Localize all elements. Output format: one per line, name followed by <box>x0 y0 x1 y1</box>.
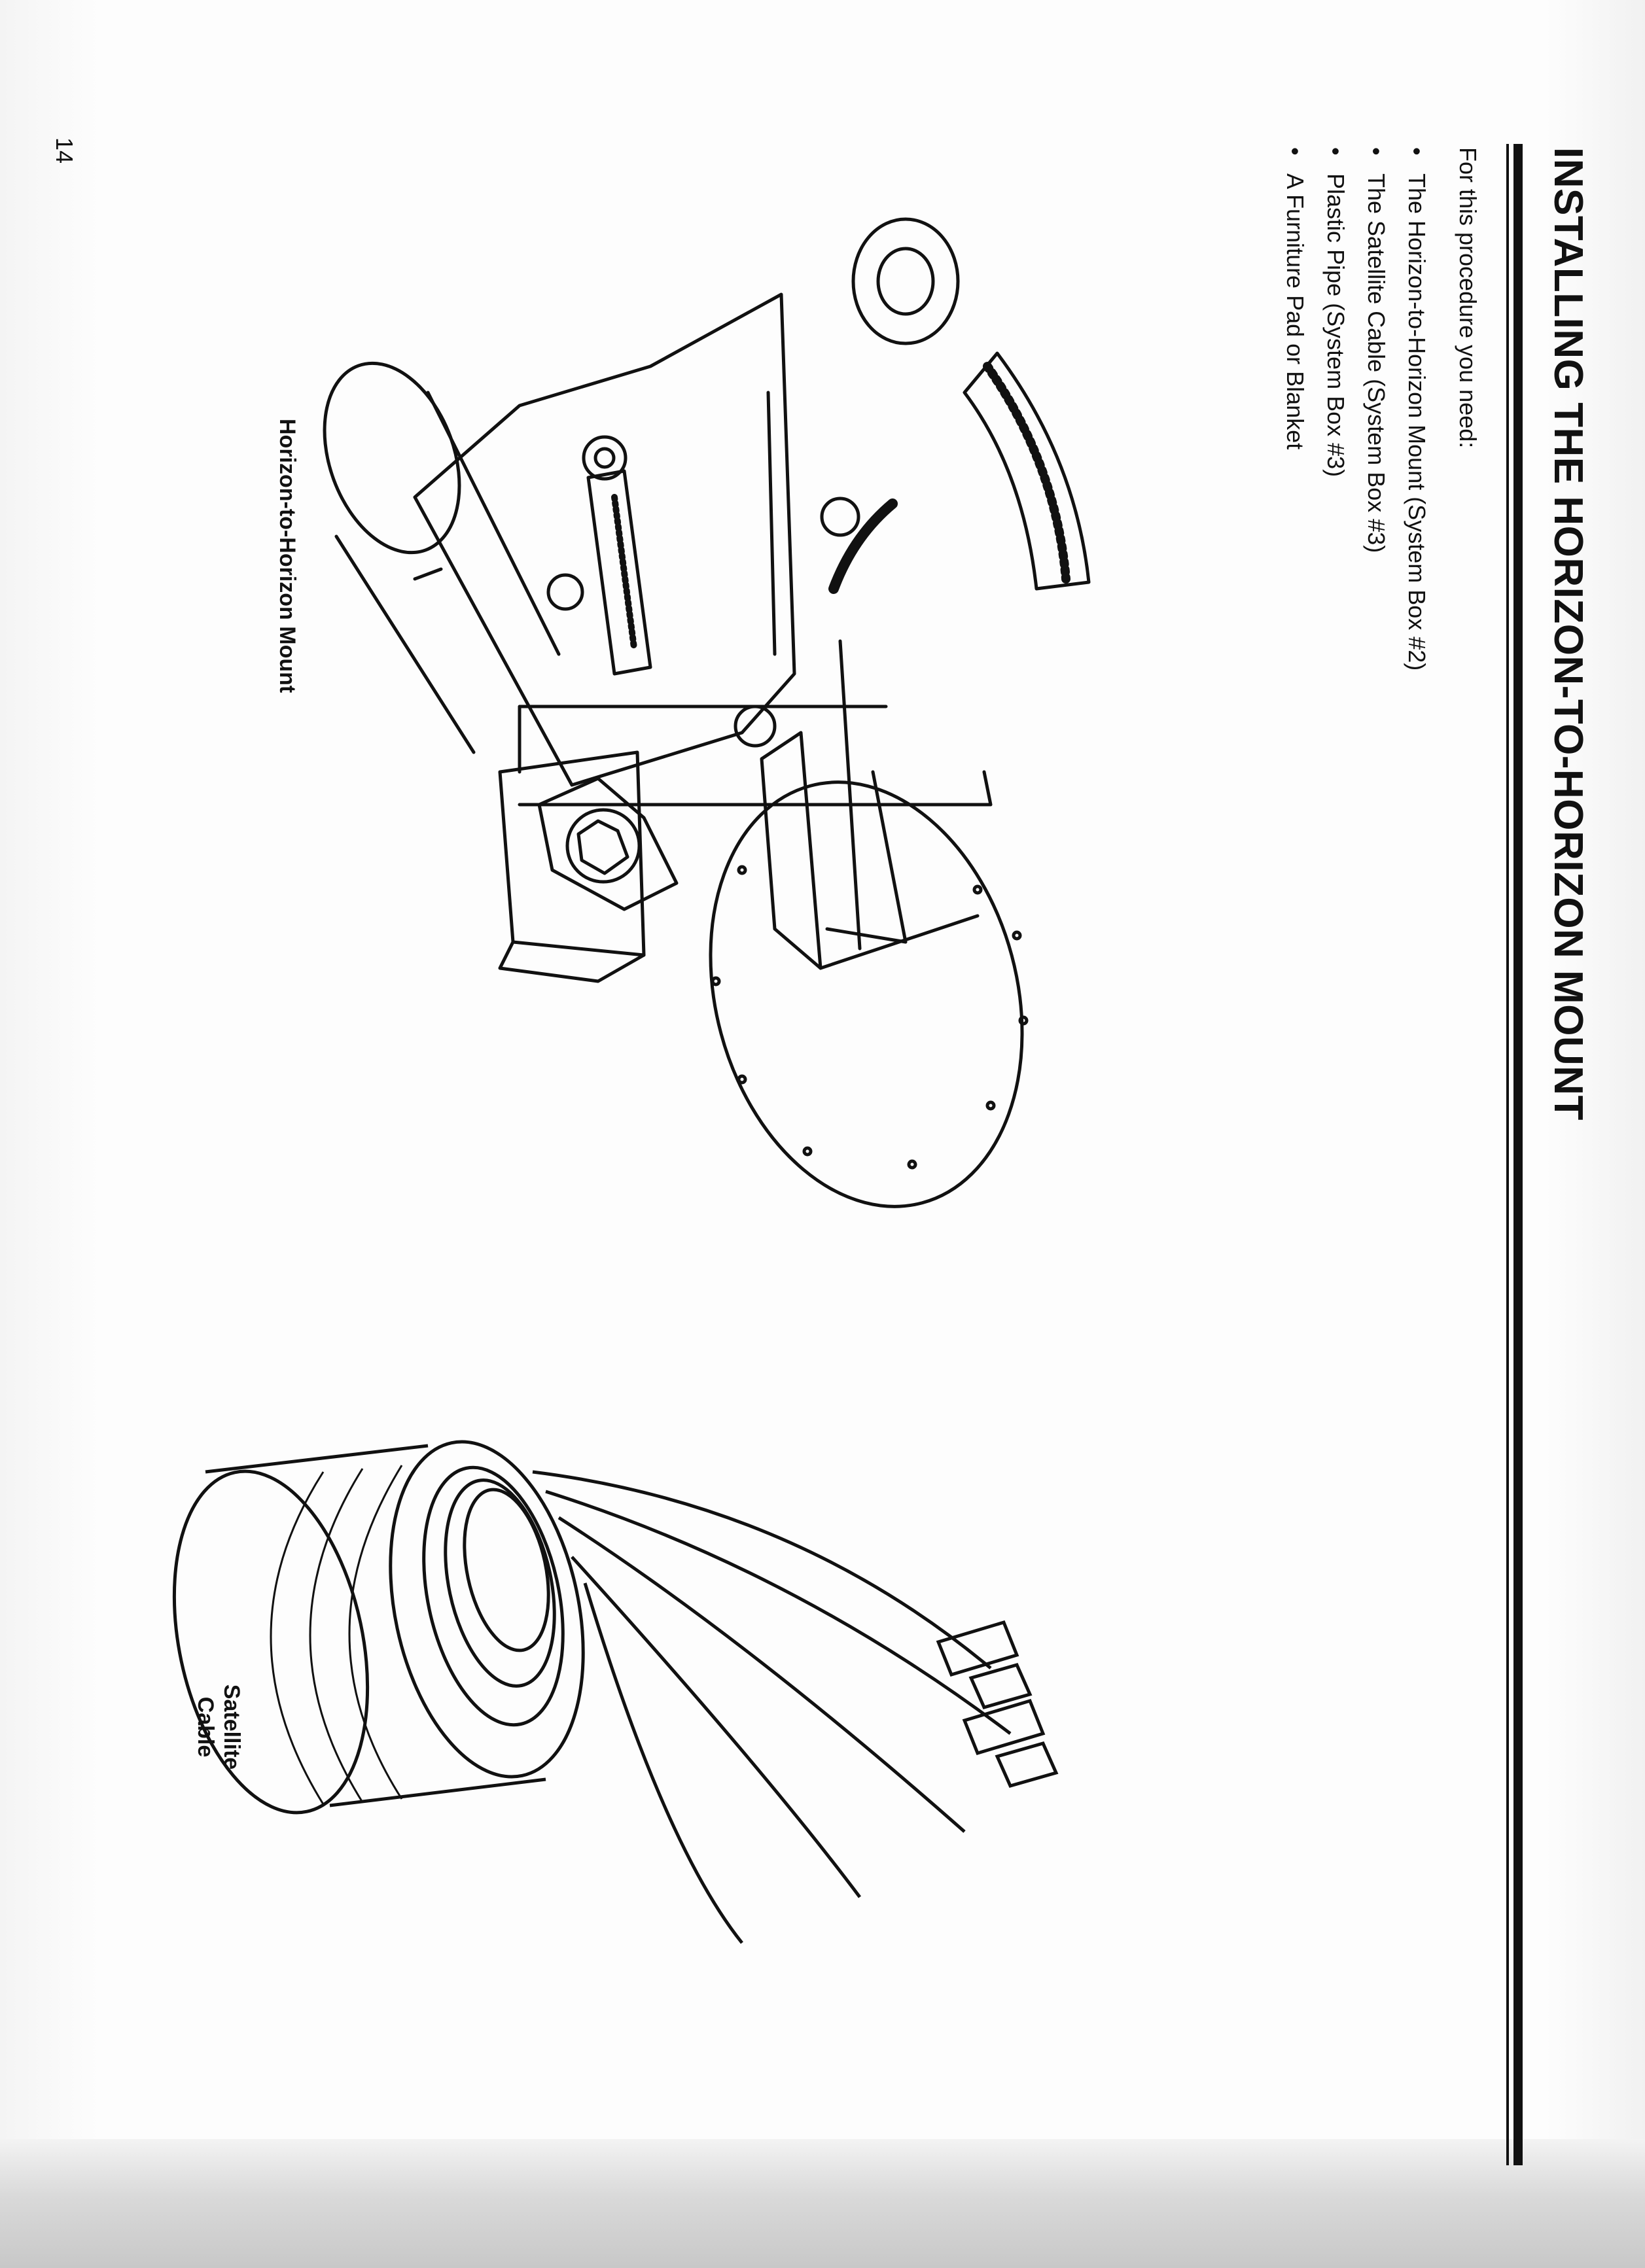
list-item-label: The Satellite Cable (System Box #3) <box>1363 173 1390 553</box>
bullet-icon: • <box>1404 147 1430 156</box>
cable-caption-line: Cable <box>193 1696 218 1758</box>
bullet-icon: • <box>1322 147 1349 156</box>
tube-opening-icon <box>300 345 484 572</box>
side-plate-icon <box>415 294 794 785</box>
bullet-icon: • <box>1282 147 1309 156</box>
page-title: INSTALLING THE HORIZON-TO-HORIZON MOUNT <box>1546 147 1591 1121</box>
page-number: 14 <box>51 137 78 164</box>
bullet-icon: • <box>1363 147 1390 156</box>
mount-caption: Horizon-to-Horizon Mount <box>275 419 300 693</box>
satellite-cable-coil-illustration <box>145 1424 1056 1943</box>
intro-text: For this procedure you need: <box>1455 147 1481 449</box>
cable-caption <box>192 1655 245 1799</box>
slot-arm-icon <box>588 471 650 674</box>
cable-caption-line: Satellite <box>219 1684 244 1770</box>
support-arm-icon <box>762 733 821 968</box>
list-item-label: A Furniture Pad or Blanket <box>1282 173 1309 450</box>
list-item-label: Plastic Pipe (System Box #3) <box>1322 173 1349 478</box>
hex-bolt-plate-icon <box>539 778 677 909</box>
round-base-plate-icon <box>665 747 1067 1242</box>
adjust-knob-icon <box>853 219 958 343</box>
list-item-label: The Horizon-to-Horizon Mount (System Box #2) <box>1404 173 1430 671</box>
gear-rack-icon <box>964 353 1089 589</box>
